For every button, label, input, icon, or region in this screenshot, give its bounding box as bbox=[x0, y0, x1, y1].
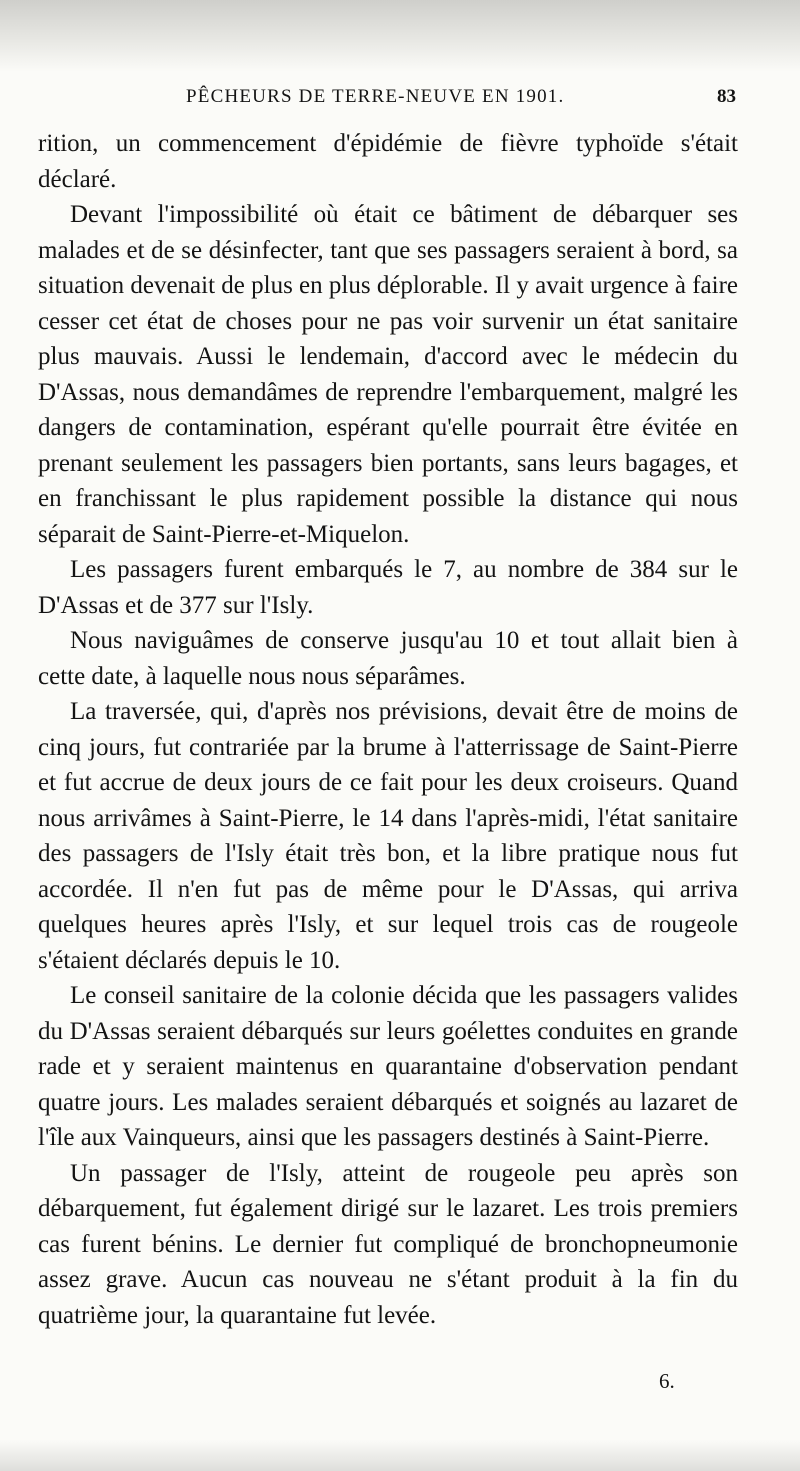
paragraph: Le conseil sanitaire de la colonie décida que les passagers valides du D'Assas seraient débarqués sur leurs goélettes conduites en grande rade et y seraient maintenus en quarantaine d'observation pendant quatre jours. Les malades seraient débarqués et soignés au lazaret de l'île aux Vainqueurs, ainsi que les passagers destinés à Saint-Pierre. bbox=[38, 982, 738, 1151]
paragraph: La traversée, qui, d'après nos prévisions, devait être de moins de cinq jours, fut contrariée par la brume à l'atterrissage de Saint-Pierre et fut accrue de deux jours de ce fait pour les deux croiseurs. Quand nous arrivâmes à Saint-Pierre, le 14 dans l'après-midi, l'état sanitaire des passagers de l'Isly était très bon, et la libre pratique nous fut accordée. Il n'en fut pas de même pour le D'Assas, qui arriva quelques heures après l'Isly, et sur lequel trois cas de rougeole s'étaient déclarés depuis le 10. bbox=[38, 698, 738, 974]
page-header bbox=[0, 86, 800, 116]
paragraph: Les passagers furent embarqués le 7, au nombre de 384 sur le D'Assas et de 377 sur l'Isly. bbox=[38, 556, 738, 619]
paragraph-continued: rition, un commencement d'épidémie de fièvre typhoïde s'était déclaré. bbox=[38, 130, 738, 193]
paragraph: Nous naviguâmes de conserve jusqu'au 10 et tout allait bien à cette date, à laquelle nous nous séparâmes. bbox=[38, 627, 738, 690]
running-title: PÊCHEURS DE TERRE-NEUVE EN 1901. bbox=[186, 86, 565, 107]
page-number: 83 bbox=[717, 86, 736, 107]
scan-top-shadow bbox=[0, 0, 800, 72]
scan-bottom-shadow bbox=[0, 1440, 800, 1471]
signature-mark: 6. bbox=[659, 1369, 675, 1393]
body-text bbox=[38, 126, 738, 1333]
paragraph: Devant l'impossibilité où était ce bâtiment de débarquer ses malades et de se désinfecter, tant que ses passagers seraient à bord, sa situation devenait de plus en plus déplorable. Il y avait urgence à faire cesser cet état de choses pour ne pas voir survenir un état sanitaire plus mauvais. Aussi le lendemain, d'accord avec le médecin du D'Assas, nous demandâmes de reprendre l'embarquement, malgré les dangers de contamination, espérant qu'elle pourrait être évitée en prenant seulement les passagers bien portants, sans leurs bagages, et en franchissant le plus rapidement possible la distance qui nous séparait de Saint-Pierre-et-Miquelon. bbox=[38, 201, 738, 548]
paragraph: Un passager de l'Isly, atteint de rougeole peu après son débarquement, fut également dirigé sur le lazaret. Les trois premiers cas furent bénins. Le dernier fut compliqué de bronchopneumonie assez grave. Aucun cas nouveau ne s'étant produit à la fin du quatrième jour, la quarantaine fut levée. bbox=[38, 1159, 738, 1329]
